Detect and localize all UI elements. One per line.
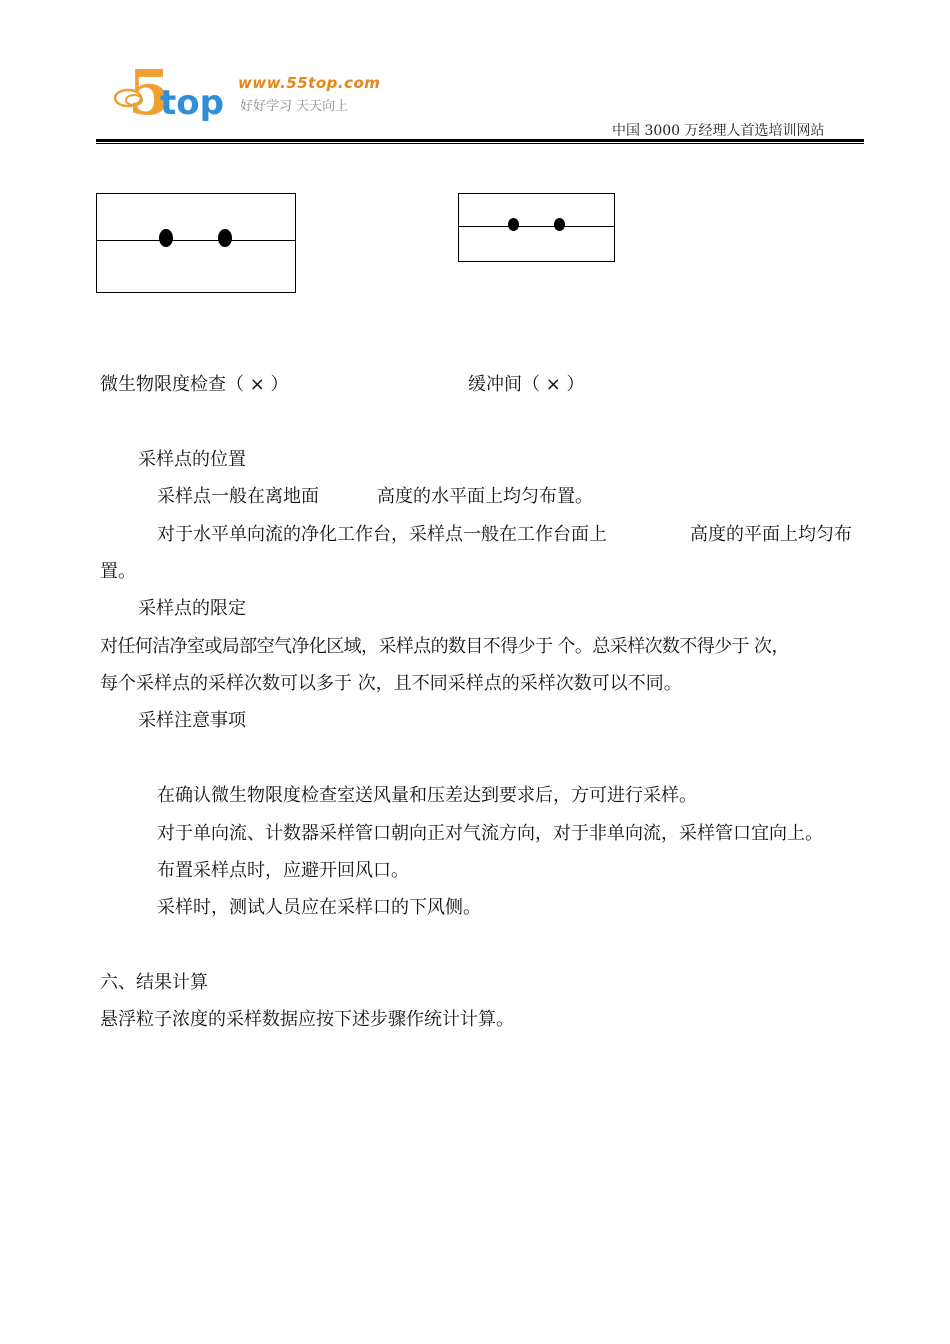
section-heading-notes: 采样注意事项 <box>138 710 246 731</box>
right-diagram-caption: 缓冲间（ × ） <box>468 374 585 395</box>
header-divider-thin <box>96 143 864 144</box>
section-heading-results: 六、结果计算 <box>100 972 208 993</box>
paragraph-text: 悬浮粒子浓度的采样数据应按下述步骤作统计计算。 <box>100 1009 514 1030</box>
list-item: 对于单向流、计数器采样管口朝向正对气流方向，对于非单向流，采样管口宜向上。 <box>157 823 823 844</box>
logo-word: top <box>160 83 224 123</box>
logo-url[interactable]: www.55top.com <box>238 74 381 92</box>
paragraph-text: 置。 <box>100 561 136 582</box>
diagram-plane-line <box>459 226 614 227</box>
list-item: 布置采样点时，应避开回风口。 <box>157 860 409 881</box>
section-heading-position: 采样点的位置 <box>138 449 246 470</box>
paragraph-text: 采样点一般在离地面 <box>157 486 319 507</box>
logo-number: 5 <box>128 56 172 128</box>
right-room-diagram <box>458 193 615 262</box>
paragraph-text: 每个采样点的采样次数可以多于 次，且不同采样点的采样次数可以不同。 <box>100 673 682 694</box>
left-room-diagram <box>96 193 296 293</box>
header-divider <box>96 139 864 142</box>
paragraph-text: 高度的平面上均匀布 <box>690 524 852 545</box>
sample-point-dot <box>508 218 519 231</box>
left-diagram-caption: 微生物限度检查（ × ） <box>100 374 289 395</box>
sample-point-dot <box>218 229 232 247</box>
sample-point-dot <box>554 218 565 231</box>
diagram-plane-line <box>97 240 295 241</box>
list-item: 在确认微生物限度检查室送风量和压差达到要求后，方可进行采样。 <box>157 785 697 806</box>
sample-point-dot <box>159 229 173 247</box>
header-tagline: 中国 3000 万经理人首选培训网站 <box>612 123 825 139</box>
paragraph-text: 对于水平单向流的净化工作台，采样点一般在工作台面上 <box>157 524 607 545</box>
paragraph-text: 高度的水平面上均匀布置。 <box>377 486 593 507</box>
list-item: 采样时，测试人员应在采样口的下风侧。 <box>157 897 481 918</box>
section-heading-limit: 采样点的限定 <box>138 598 246 619</box>
logo-slogan: 好好学习 天天向上 <box>240 99 349 114</box>
paragraph-text: 对任何洁净室或局部空气净化区域，采样点的数目不得少于 个。总采样次数不得少于 次， <box>100 636 789 657</box>
